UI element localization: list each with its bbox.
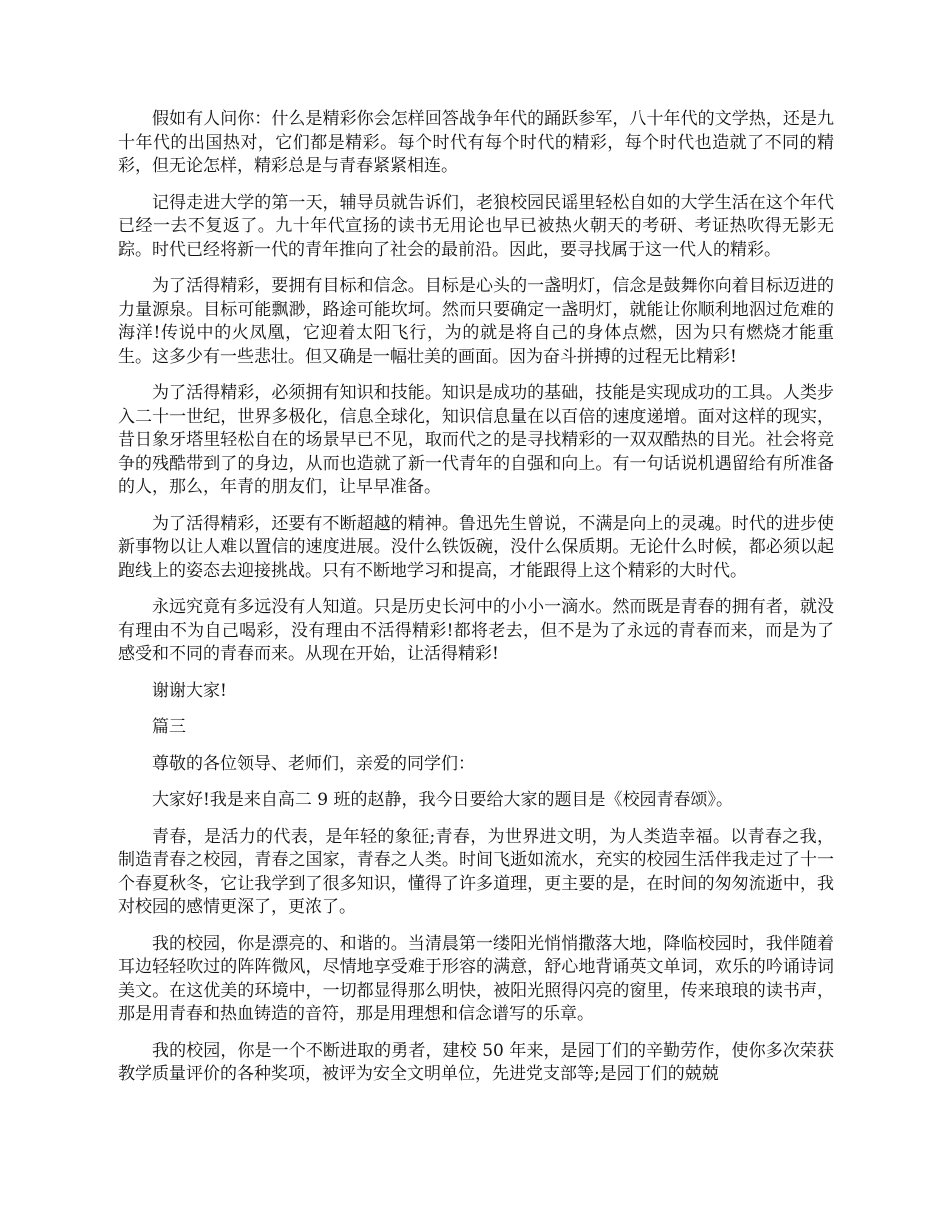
paragraph-13: 我的校园，你是一个不断进取的勇者，建校 50 年来，是园丁们的辛勤劳作，使你多次荣获教学质量评价的各种奖项，被评为安全文明单位，先进党支部等;是园丁们的兢兢: [118, 1040, 834, 1084]
paragraph-2: 记得走进大学的第一天，辅导员就告诉们，老狼校园民谣里轻松自如的大学生活在这个年代已经一去不复返了。九十年代宣扬的读书无用论也早已被热火朝天的考研、考证热吹得无影无踪。时代已经将新一代的青年推向了社会的最前沿。因此，要寻找属于这一代人的精彩。: [118, 192, 834, 260]
paragraph-5: 为了活得精彩，还要有不断超越的精神。鲁迅先生曾说，不满是向上的灵魂。时代的进步使新事物以让人难以置信的速度进展。没什么铁饭碗，没什么保质期。无论什么时候，都必须以起跑线上的姿态去迎接挑战。只有不断地学习和提高，才能跟得上这个精彩的大时代。: [118, 513, 834, 581]
paragraph-4: 为了活得精彩，必须拥有知识和技能。知识是成功的基础，技能是实现成功的工具。人类步入二十一世纪，世界多极化，信息全球化，知识信息量在以百倍的速度递增。面对这样的现实，昔日象牙塔里轻松自在的场景早已不见，取而代之的是寻找精彩的一双双酷热的目光。社会将竞争的残酷带到了的身边，从而也造就了新一代青年的自强和向上。有一句话说机遇留给有所准备的人，那么，年青的朋友们，让早早准备。: [118, 383, 834, 497]
paragraph-3: 为了活得精彩，要拥有目标和信念。目标是心头的一盏明灯，信念是鼓舞你向着目标迈进的力量源泉。目标可能飘渺，路途可能坎坷。然而只要确定一盏明灯，就能让你顺利地泅过危难的海洋!传说中的火凤凰，它迎着太阳飞行，为的就是将自己的身体点燃，因为只有燃烧才能重生。这多少有一些悲壮。但又确是一幅壮美的画面。因为奋斗拼搏的过程无比精彩!: [118, 276, 834, 367]
paragraph-11: 青春，是活力的代表，是年轻的象征;青春，为世界进文明，为人类造幸福。以青春之我，制造青春之校园，青春之国家，青春之人类。时间飞逝如流水，充实的校园生活伴我走过了十一个春夏秋冬，它让我学到了很多知识，懂得了许多道理，更主要的是，在时间的匆匆流逝中，我对校园的感情更深了，更浓了。: [118, 826, 834, 917]
salutation: 尊敬的各位领导、老师们，亲爱的同学们：: [152, 753, 475, 774]
section-heading: 篇三: [152, 717, 186, 737]
document-body: [118, 108, 834, 1100]
paragraph-1: 假如有人问你：什么是精彩你会怎样回答战争年代的踊跃参军，八十年代的文学热，还是九十年代的出国热对，它们都是精彩。每个时代有每个时代的精彩，每个时代也造就了不同的精彩，但无论怎样，精彩总是与青春紧紧相连。: [118, 109, 834, 176]
paragraph-6: 永远究竟有多远没有人知道。只是历史长河中的小小一滴水。然而既是青春的拥有者，就没有理由不为自己喝彩，没有理由不活得精彩!都将老去，但不是为了永远的青春而来，而是为了感受和不同的青春而来。从现在开始，让活得精彩!: [118, 597, 834, 664]
introduction: 大家好!我是来自高二 9 班的赵静，我今日要给大家的题目是《校园青春颂》。: [152, 790, 733, 810]
paragraph-12: 我的校园，你是漂亮的、和谐的。当清晨第一缕阳光悄悄撒落大地，降临校园时，我伴随着耳边轻轻吹过的阵阵微风，尽情地享受难于形容的满意，舒心地背诵英文单词，欢乐的吟诵诗词美文。在这优美的环境中，一切都显得那么明快，被阳光照得闪亮的窗里，传来琅琅的读书声，那是用青春和热血铸造的音符，那是用理想和信念谱写的乐章。: [118, 933, 834, 1024]
closing-thanks: 谢谢大家!: [152, 680, 227, 701]
